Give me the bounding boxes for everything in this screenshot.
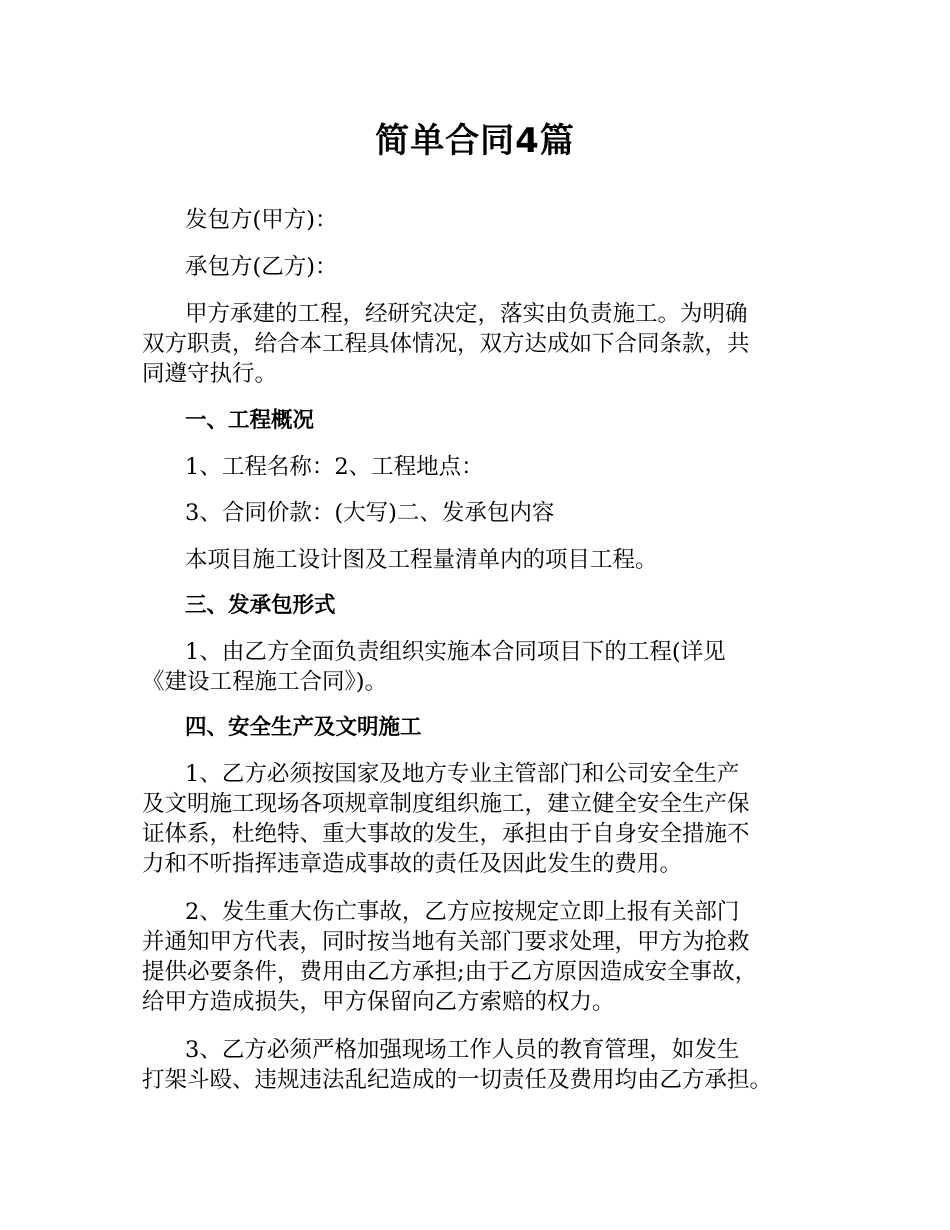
party-b-label: 承包方(乙方)： [185, 254, 338, 280]
contract-form-line: 1、由乙方全面负责组织实施本合同项目下的工程(详见 [185, 639, 726, 665]
party-a-label: 发包方(甲方)： [185, 207, 338, 233]
safety-line: 证体系，杜绝特、重大事故的发生，承担由于自身安全措施不 [142, 821, 750, 847]
safety-line: 及文明施工现场各项规章制度组织施工，建立健全安全生产保 [142, 791, 750, 817]
safety-line: 2、发生重大伤亡事故，乙方应按规定立即上报有关部门 [185, 899, 740, 925]
section-heading-contract-form: 三、发承包形式 [185, 593, 336, 618]
scope-paragraph: 本项目施工设计图及工程量清单内的项目工程。 [185, 547, 658, 573]
overview-item: 3、合同价款：(大写)二、发承包内容 [185, 500, 555, 526]
document-title: 简单合同4篇 [375, 121, 575, 161]
safety-line: 给甲方造成损失，甲方保留向乙方索赔的权力。 [142, 989, 615, 1015]
intro-line: 甲方承建的工程，经研究决定，落实由负责施工。为明确 [185, 301, 748, 327]
safety-line: 力和不听指挥违章造成事故的责任及因此发生的费用。 [142, 851, 683, 877]
safety-line: 打架斗殴、违规违法乱纪造成的一切责任及费用均由乙方承担。 [142, 1067, 773, 1093]
contract-form-line: 《建设工程施工合同》)。 [142, 669, 388, 695]
safety-line: 提供必要条件，费用由乙方承担;由于乙方原因造成安全事故， [142, 959, 758, 985]
overview-item: 1、工程名称：2、工程地点： [185, 454, 484, 480]
safety-line: 3、乙方必须严格加强现场工作人员的教育管理，如发生 [185, 1037, 740, 1063]
section-heading-safety: 四、安全生产及文明施工 [185, 715, 422, 740]
intro-line: 同遵守执行。 [142, 361, 278, 387]
section-heading-overview: 一、工程概况 [185, 408, 315, 433]
intro-line: 双方职责，给合本工程具体情况，双方达成如下合同条款，共 [142, 331, 750, 357]
safety-line: 1、乙方必须按国家及地方专业主管部门和公司安全生产 [185, 761, 740, 787]
safety-line: 并通知甲方代表，同时按当地有关部门要求处理，甲方为抢救 [142, 929, 750, 955]
